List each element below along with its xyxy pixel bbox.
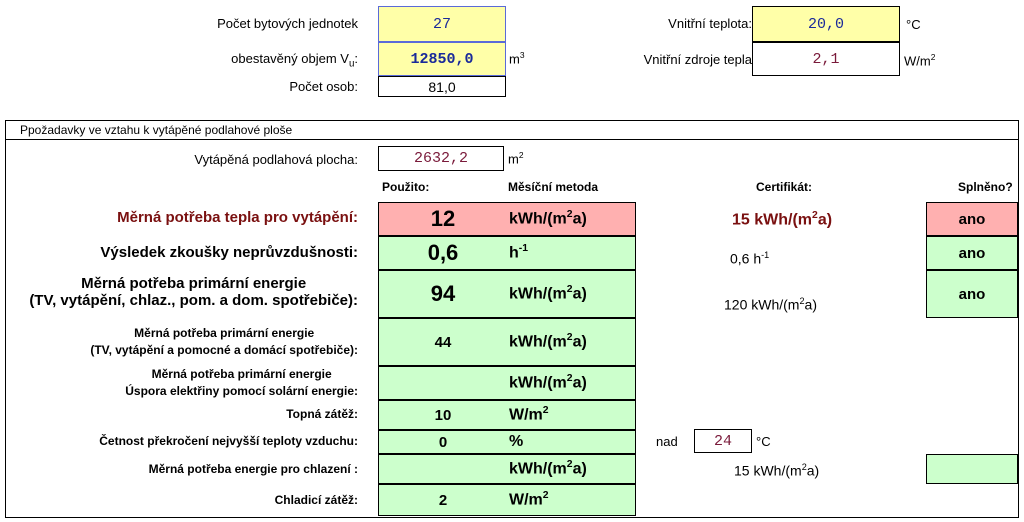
heat-demand-cert: 15 kWh/$(m^2a)$	[732, 210, 833, 229]
overheat-unit: %	[509, 433, 524, 450]
cooling-load-value: 2	[438, 491, 448, 509]
heat-demand-label: Měrná potřeba tepla pro vytápění:	[117, 209, 358, 226]
airtight-value: 0,6	[427, 240, 459, 265]
heat-load-label: Topná zátěž:	[286, 407, 358, 421]
floor-area-unit: $m^2$	[508, 150, 524, 167]
col-used-header: Použito:	[382, 180, 430, 194]
primary-unit: kWh/$(m^2a)$	[509, 284, 587, 303]
volume-unit: $m^3$	[509, 50, 525, 67]
col-ok-header: Splněno?	[958, 180, 1013, 194]
primary2-unit: kWh/$(m^2a)$	[509, 332, 587, 351]
overheat-value: 0	[438, 433, 448, 451]
inner-heat-unit: $W/m^2$	[904, 52, 936, 69]
persons-label: Počet osob:	[289, 79, 358, 94]
primary-cert: 120 kWh/$(m^2a)$	[724, 296, 817, 313]
floor-area-value: 2632,2	[413, 150, 468, 167]
primary-cell	[378, 270, 636, 318]
volume-value: 12850,0	[410, 50, 474, 68]
inner-heat-label: Vnitřní zdroje tepla	[643, 52, 752, 67]
airtight-label: Výsledek zkoušky neprůvzdušnosti:	[100, 244, 358, 261]
floor-area-field[interactable]	[378, 146, 504, 171]
cooling-demand-ok	[926, 454, 1018, 484]
units-count-label: Počet bytových jednotek	[217, 16, 358, 31]
inner-temp-value: 20,0	[807, 15, 844, 33]
cooling-load-unit: $W/m^2$	[509, 490, 549, 509]
primary-solar-cell	[378, 366, 636, 400]
inner-temp-unit: °C	[906, 17, 921, 32]
heat-demand-unit: kWh/$(m^2a)$	[509, 209, 587, 228]
persons-value: 81,0	[428, 78, 456, 95]
inner-temp-field[interactable]	[752, 6, 900, 42]
overheat-label: Četnost překročení nejvyšší teploty vzduchu:	[99, 434, 358, 448]
floor-area-label: Vytápěná podlahová plocha:	[194, 152, 358, 167]
airtight-cell	[378, 236, 636, 270]
cooling-demand-unit: kWh/$(m^2a)$	[509, 459, 587, 478]
primary-label: Měrná potřeba primární energie (TV, vytápění, chlaz., pom. a dom. spotřebiče):	[29, 275, 358, 309]
persons-field	[378, 76, 506, 97]
cooling-demand-cert: 15 kWh/$(m^2a)$	[734, 462, 820, 479]
overheat-over-label: nad	[656, 434, 678, 449]
airtight-unit: $h^{-1}$	[509, 243, 529, 262]
col-cert-header: Certifikát:	[756, 180, 813, 194]
heat-demand-value: 12	[430, 206, 456, 231]
heat-demand-cell	[378, 202, 636, 236]
cooling-load-cell	[378, 484, 636, 516]
primary-ok: ano	[926, 270, 1018, 318]
heat-load-unit: $W/m^2$	[509, 405, 549, 424]
primary2-cell	[378, 318, 636, 366]
overheat-cell	[378, 430, 636, 454]
col-method-header: Měsíční metoda	[508, 180, 599, 194]
heat-demand-ok: ano	[926, 202, 1018, 236]
airtight-cert: 0,6 $h^{-1}$	[730, 250, 770, 267]
section-title: Ppožadavky ve vztahu k vytápěné podlahové ploše	[20, 123, 293, 137]
cooling-demand-label: Měrná potřeba energie pro chlazení :	[148, 462, 358, 476]
primary-solar-unit: kWh/$(m^2a)$	[509, 373, 587, 392]
inner-temp-label: Vnitřní teplota:	[668, 16, 752, 31]
overheat-limit-field[interactable]	[694, 429, 752, 453]
volume-field[interactable]	[378, 42, 506, 76]
heat-load-cell	[378, 400, 636, 430]
primary-value: 94	[430, 281, 456, 306]
inner-heat-field[interactable]	[752, 42, 900, 76]
primary-solar-label: Měrná potřeba primární energie Úspora elektřiny pomocí solární energie:	[125, 367, 358, 398]
airtight-ok: ano	[926, 236, 1018, 270]
cooling-demand-cell	[378, 454, 636, 484]
primary2-label: Měrná potřeba primární energie (TV, vytápění a pomocné a domácí spotřebiče):	[90, 326, 358, 357]
primary2-value: 44	[434, 333, 452, 351]
units-count-field[interactable]	[378, 6, 506, 42]
cooling-load-label: Chladicí zátěž:	[274, 493, 358, 507]
overheat-limit-unit: °C	[756, 434, 771, 449]
overheat-limit-value: 24	[713, 432, 732, 450]
inner-heat-value: 2,1	[812, 50, 840, 68]
units-count-value: 27	[432, 15, 451, 33]
volume-label: obestavěný objem $V_u$:	[231, 51, 358, 70]
heat-load-value: 10	[434, 406, 452, 424]
